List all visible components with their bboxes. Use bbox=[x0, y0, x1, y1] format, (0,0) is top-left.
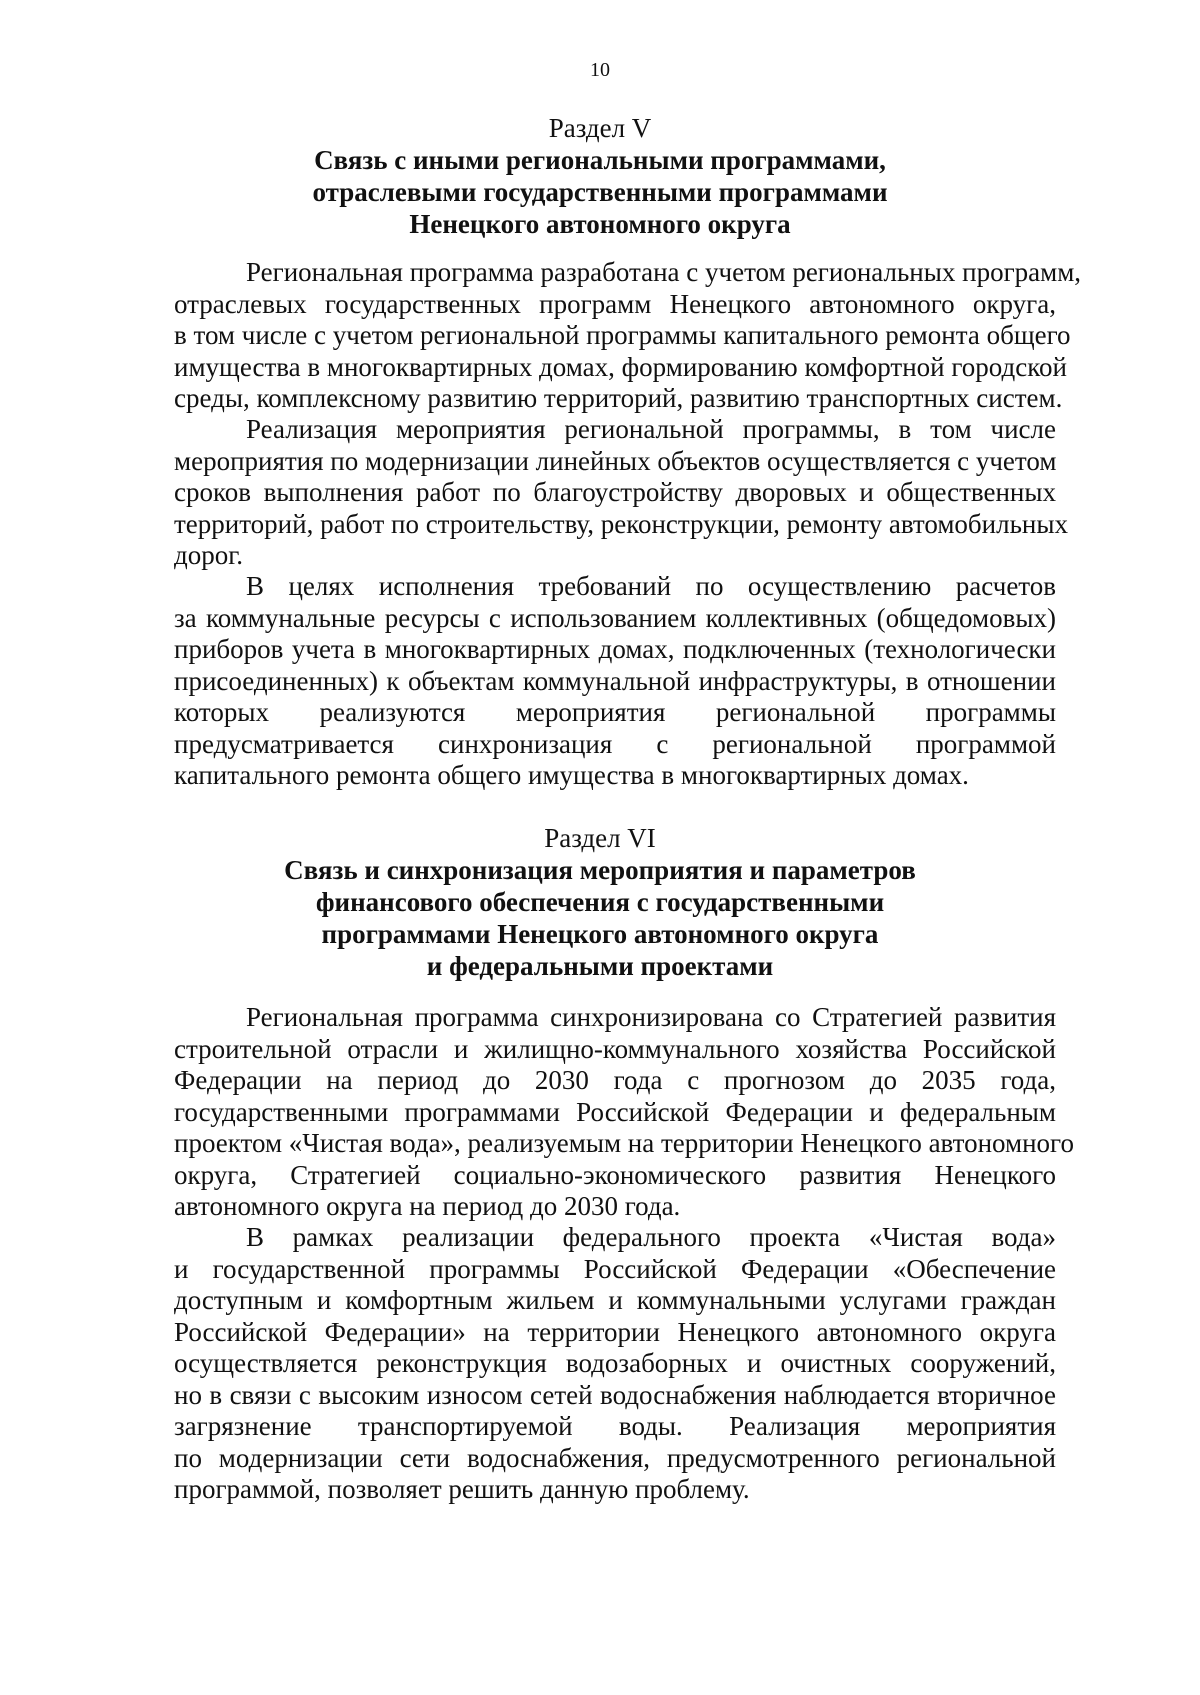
section-5-label: Раздел V bbox=[548, 113, 652, 143]
section-5-title-line: Связь с иными региональными программами, bbox=[314, 145, 886, 175]
text-line: загрязнение транспортируемой воды. Реализация мероприятия bbox=[174, 1411, 1056, 1441]
text-line: осуществляется реконструкция водозаборных и очистных сооружений, bbox=[174, 1348, 1056, 1378]
text-line: и государственной программы Российской Федерации «Обеспечение bbox=[174, 1253, 1056, 1284]
text-line: проектом «Чистая вода», реализуемым на территории Ненецкого автономного bbox=[174, 1128, 1074, 1158]
text-line: территорий, работ по строительству, реконструкции, ремонту автомобильных bbox=[174, 508, 1068, 539]
section-5-title-line: Ненецкого автономного округа bbox=[409, 209, 791, 239]
page-number: 10 bbox=[590, 59, 610, 81]
text-line: дорог. bbox=[174, 540, 244, 570]
text-line: предусматривается синхронизация с региональной программой bbox=[174, 728, 1056, 759]
section-6-label: Раздел VI bbox=[544, 823, 656, 853]
section-6-title-line: программами Ненецкого автономного округа bbox=[321, 919, 879, 949]
text-line: Региональная программа разработана с учетом региональных программ, bbox=[246, 257, 1082, 287]
text-line: доступным и комфортным жильем и коммунальными услугами граждан bbox=[174, 1285, 1056, 1315]
section-5-paragraph-1 bbox=[174, 257, 1082, 415]
section-6-paragraph-1 bbox=[174, 1002, 1074, 1223]
text-line: программой, позволяет решить данную проблему. bbox=[174, 1474, 750, 1504]
text-line: Российской Федерации» на территории Ненецкого автономного округа bbox=[174, 1316, 1056, 1347]
text-line: автономного округа на период до 2030 года. bbox=[174, 1191, 681, 1221]
section-6-paragraph-2 bbox=[174, 1222, 1056, 1506]
section-6-title-line: и федеральными проектами bbox=[426, 951, 774, 981]
section-6-heading bbox=[150, 822, 1050, 982]
text-line: отраслевых государственных программ Ненецкого автономного округа, bbox=[174, 288, 1056, 319]
text-line: по модернизации сети водоснабжения, предусмотренного региональной bbox=[174, 1442, 1056, 1473]
text-line: за коммунальные ресурсы с использованием коллективных (общедомовых) bbox=[174, 602, 1056, 633]
section-6-title-line: Связь и синхронизация мероприятия и параметров bbox=[284, 855, 916, 885]
text-line: присоединенных) к объектам коммунальной инфраструктуры, в отношении bbox=[174, 665, 1056, 696]
text-line: Региональная программа синхронизирована со Стратегией развития bbox=[246, 1002, 1056, 1032]
section-5-paragraph-3 bbox=[174, 571, 1056, 792]
text-line: строительной отрасли и жилищно-коммунального хозяйства Российской bbox=[174, 1033, 1056, 1064]
text-line: мероприятия по модернизации линейных объектов осуществляется с учетом bbox=[174, 445, 1057, 476]
section-6-title-line: финансового обеспечения с государственными bbox=[315, 887, 885, 917]
text-line: округа, Стратегией социально-экономического развития Ненецкого bbox=[174, 1159, 1056, 1190]
text-line: приборов учета в многоквартирных домах, подключенных (технологически bbox=[174, 634, 1056, 664]
section-5-title-line: отраслевыми государственными программами bbox=[312, 177, 888, 207]
text-line: Реализация мероприятия региональной программы, в том числе bbox=[246, 414, 1056, 444]
section-5-paragraph-2 bbox=[174, 414, 1068, 572]
section-5-heading bbox=[150, 112, 1050, 240]
text-line: среды, комплексному развитию территорий, развитию транспортных систем. bbox=[174, 383, 1063, 413]
text-line: сроков выполнения работ по благоустройству дворовых и общественных bbox=[174, 477, 1056, 507]
text-line: но в связи с высоким износом сетей водоснабжения наблюдается вторичное bbox=[174, 1379, 1056, 1410]
text-line: капитального ремонта общего имущества в многоквартирных домах. bbox=[174, 760, 969, 790]
text-line: В целях исполнения требований по осуществлению расчетов bbox=[246, 571, 1056, 601]
text-line: которых реализуются мероприятия региональной программы bbox=[174, 697, 1056, 727]
text-line: имущества в многоквартирных домах, формированию комфортной городской bbox=[174, 351, 1067, 382]
text-line: Федерации на период до 2030 года с прогнозом до 2035 года, bbox=[174, 1065, 1056, 1095]
text-line: В рамках реализации федерального проекта «Чистая вода» bbox=[246, 1222, 1056, 1252]
text-line: в том числе с учетом региональной программы капитального ремонта общего bbox=[174, 320, 1071, 350]
text-line: государственными программами Российской Федерации и федеральным bbox=[174, 1096, 1056, 1127]
